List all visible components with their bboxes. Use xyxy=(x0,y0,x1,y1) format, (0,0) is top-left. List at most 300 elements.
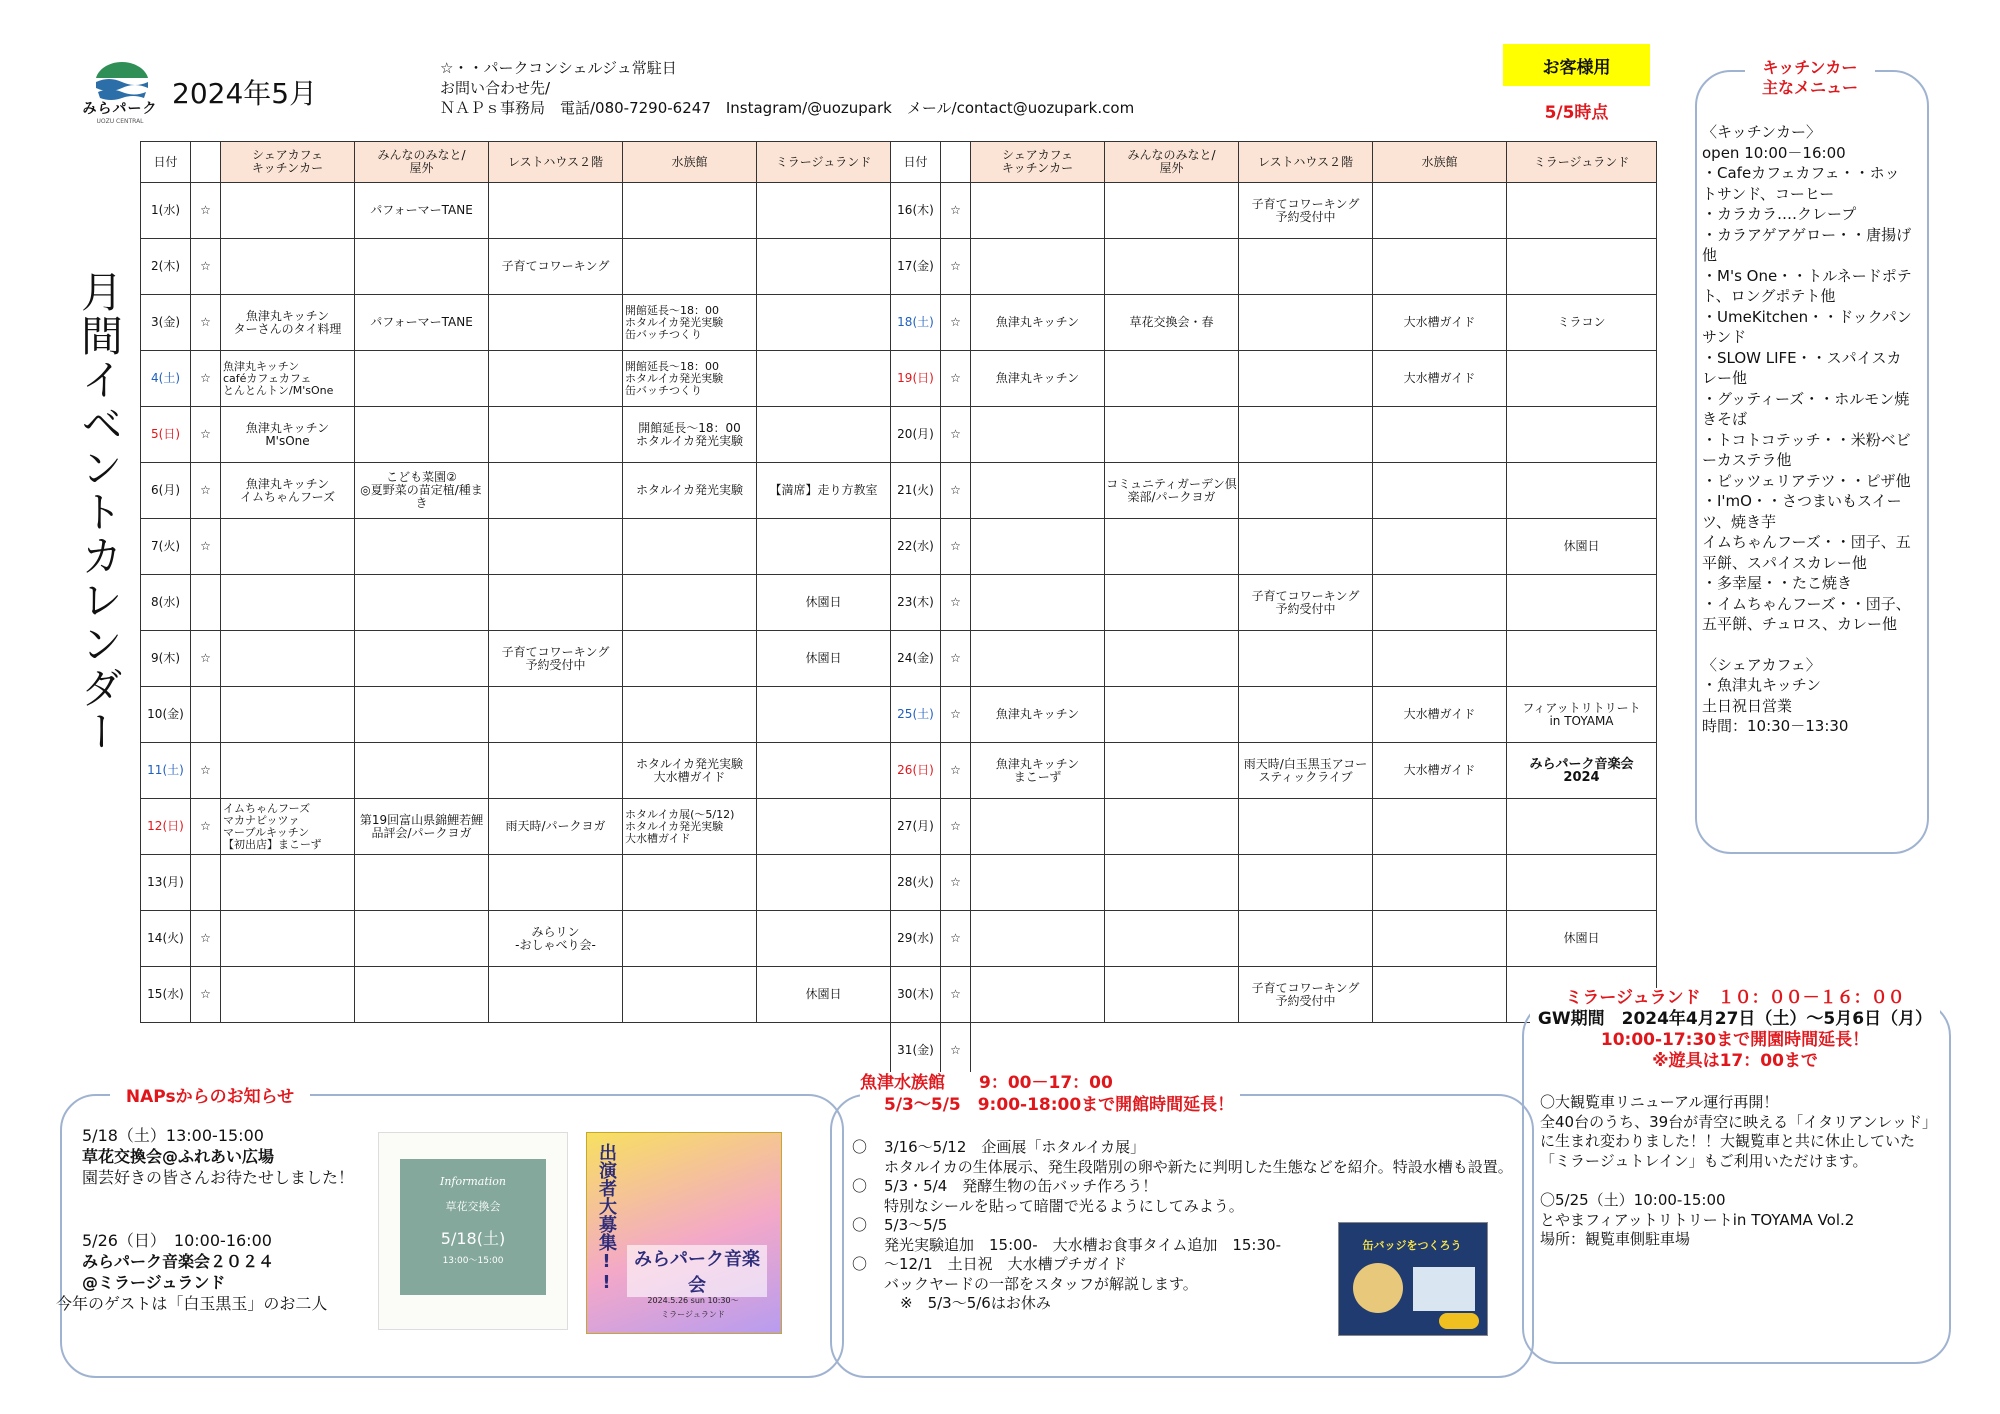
mirage-line: 場所：観覧車側駐車場 xyxy=(1540,1230,1691,1248)
menu-line: ・カラカラ‥‥クレープ xyxy=(1702,205,1857,223)
event-cell xyxy=(623,575,757,631)
mirage-line: とやまフィアットリトリートin TOYAMA Vol.2 xyxy=(1540,1210,1855,1229)
event-cell xyxy=(489,407,623,463)
event-cell: ミラコン xyxy=(1507,295,1657,351)
event-cell xyxy=(971,407,1105,463)
empty-cell xyxy=(971,1023,1105,1079)
event-cell xyxy=(1105,519,1239,575)
event-cell: 子育てコワーキング 予約受付中 xyxy=(489,631,623,687)
event-cell xyxy=(355,239,489,295)
empty-cell xyxy=(489,1023,623,1079)
date-cell: 17(金) xyxy=(891,239,941,295)
event-cell xyxy=(355,575,489,631)
menu-line: ・トコトコテッチ・・米粉ベビーカステラ他 xyxy=(1702,430,1911,469)
event-cell xyxy=(971,575,1105,631)
event-cell xyxy=(1105,351,1239,407)
empty-cell xyxy=(1105,1023,1239,1079)
event-cell: 大水槽ガイド xyxy=(1373,743,1507,799)
event-cell: 子育てコワーキング 予約受付中 xyxy=(1239,575,1373,631)
event-cell xyxy=(757,239,891,295)
event-cell xyxy=(355,631,489,687)
event-cell: ホタルイカ発光実験 大水槽ガイド xyxy=(623,743,757,799)
event-cell xyxy=(1507,239,1657,295)
calendar-row xyxy=(141,855,1657,911)
mirage-gw: GW期間 2024年4月27日（土）～5月6日（月） xyxy=(1537,1009,1933,1029)
event-cell xyxy=(1507,351,1657,407)
menu-line: open 10:00－16:00 xyxy=(1702,143,1846,162)
event-cell: 魚津丸キッチン M'sOne xyxy=(221,407,355,463)
event-cell xyxy=(221,575,355,631)
poster-date: 2024.5.26 sun 10:30～ xyxy=(647,1296,739,1305)
event-cell: 大水槽ガイド xyxy=(1373,351,1507,407)
audience-badge: お客様用 xyxy=(1503,44,1650,86)
concierge-star: ☆ xyxy=(941,687,971,743)
flower-exchange-flyer xyxy=(378,1132,568,1330)
event-cell xyxy=(489,295,623,351)
event-cell xyxy=(355,687,489,743)
event-cell xyxy=(1239,407,1373,463)
item-mark: 〇 xyxy=(852,1177,868,1195)
event-cell xyxy=(623,519,757,575)
event-cell xyxy=(489,743,623,799)
event-cell xyxy=(1373,407,1507,463)
menu-line: 土日祝日営業 xyxy=(1702,696,1793,715)
date-cell: 18(土) xyxy=(891,295,941,351)
logo-text: みらパーク xyxy=(82,101,158,117)
header-aquarium: 水族館 xyxy=(623,142,757,183)
event-cell xyxy=(355,351,489,407)
event-cell xyxy=(489,687,623,743)
music-festival-poster xyxy=(586,1132,782,1334)
event-cell xyxy=(1239,631,1373,687)
date-cell: 23(木) xyxy=(891,575,941,631)
event-cell xyxy=(971,799,1105,855)
logo-subtext: UOZU CENTRAL xyxy=(96,118,144,125)
menu-line: ・グッティーズ・・ホルモン焼きそば xyxy=(1702,389,1910,428)
event-cell xyxy=(1373,631,1507,687)
event-cell: 大水槽ガイド xyxy=(1373,295,1507,351)
event-cell: 休園日 xyxy=(757,967,891,1023)
event-cell xyxy=(757,519,891,575)
item-head: 5/3・5/4 発酵生物の缶バッチ作ろう！ xyxy=(884,1177,1158,1195)
event-cell: 雨天時/白玉黒玉アコースティックライブ xyxy=(1239,743,1373,799)
event-cell: 魚津丸キッチン まこーず xyxy=(971,743,1105,799)
event-cell: フィアットリトリート in TOYAMA xyxy=(1507,687,1657,743)
event-cell xyxy=(1239,519,1373,575)
naps-line: 今年のゲストは「白玉黒玉」のお二人 xyxy=(56,1294,328,1313)
concierge-star: ☆ xyxy=(191,463,221,519)
naps-line xyxy=(82,1188,382,1230)
concierge-star: ☆ xyxy=(941,743,971,799)
header-minato: みんなのみなと/ 屋外 xyxy=(355,142,489,183)
event-cell xyxy=(355,519,489,575)
calendar-header-row xyxy=(141,142,1657,183)
event-cell xyxy=(623,687,757,743)
event-cell xyxy=(1373,799,1507,855)
menu-line: イムちゃんフーズ・・団子、五平餅、スパイスカレー他 xyxy=(1702,533,1911,572)
event-cell: 休園日 xyxy=(1507,911,1657,967)
concierge-star: ☆ xyxy=(191,519,221,575)
item-mark: 〇 xyxy=(852,1138,868,1156)
naps-line: みらパーク音楽会２０２４ xyxy=(82,1252,275,1271)
event-cell xyxy=(757,183,891,239)
event-cell xyxy=(623,631,757,687)
menu-line: 〈シェアカフェ〉 xyxy=(1702,655,1821,674)
event-cell xyxy=(971,519,1105,575)
item-body: 発光実験追加 15:00- 大水槽お食事タイム追加 15:30- xyxy=(884,1235,1281,1254)
event-cell xyxy=(1239,911,1373,967)
empty-cell xyxy=(623,1023,757,1079)
date-cell: 20(月) xyxy=(891,407,941,463)
contact-info xyxy=(440,58,1134,118)
logo-mark-icon xyxy=(88,60,156,102)
calendar-row xyxy=(141,575,1657,631)
concierge-star: ☆ xyxy=(191,351,221,407)
empty-cell xyxy=(355,1023,489,1079)
empty-cell xyxy=(191,1023,221,1079)
concierge-star: ☆ xyxy=(191,967,221,1023)
concierge-star: ☆ xyxy=(941,351,971,407)
info-line: お問い合わせ先/ xyxy=(440,79,551,97)
date-cell: 26(日) xyxy=(891,743,941,799)
event-cell: 休園日 xyxy=(1507,519,1657,575)
naps-title: NAPsからのお知らせ xyxy=(110,1082,310,1107)
calendar-row xyxy=(141,799,1657,855)
flyer-heading: Information xyxy=(439,1175,507,1188)
poster-place: ミラージュランド xyxy=(661,1310,725,1319)
event-cell xyxy=(1105,407,1239,463)
date-cell: 28(火) xyxy=(891,855,941,911)
event-cell: 魚津丸キッチン xyxy=(971,295,1105,351)
flyer-time: 13:00～15:00 xyxy=(442,1256,504,1266)
event-cell: イムちゃんフーズ マカナピッツァ マーブルキッチン 【初出店】まこーず xyxy=(221,799,355,855)
date-cell: 1(水) xyxy=(141,183,191,239)
mirage-line: 全40台のうち、39台が青空に映える「イタリアンレッド」に生まれ変わりました！！大観覧車と共に休止していた「ミラージュトレイン」もご利用いただけます。 xyxy=(1540,1112,1938,1170)
concierge-star: ☆ xyxy=(191,911,221,967)
date-cell: 3(金) xyxy=(141,295,191,351)
event-cell xyxy=(623,183,757,239)
event-cell xyxy=(1105,575,1239,631)
event-cell xyxy=(623,967,757,1023)
event-cell xyxy=(1105,911,1239,967)
header-date: 日付 xyxy=(141,142,191,183)
event-cell: みらパーク音楽会 2024 xyxy=(1507,743,1657,799)
concierge-star xyxy=(191,575,221,631)
menu-line: ・Cafeカフェカフェ・・ホットサンド、コーヒー xyxy=(1702,164,1900,203)
aquarium-note: ※ 5/3～5/6はお休み xyxy=(900,1294,1051,1312)
concierge-star: ☆ xyxy=(191,631,221,687)
calendar-row xyxy=(141,463,1657,519)
event-cell xyxy=(1373,183,1507,239)
concierge-star: ☆ xyxy=(941,1023,971,1079)
header-mirage: ミラージュランド xyxy=(757,142,891,183)
concierge-star: ☆ xyxy=(941,519,971,575)
event-cell xyxy=(1373,519,1507,575)
date-cell: 2(木) xyxy=(141,239,191,295)
event-cell xyxy=(971,463,1105,519)
empty-cell xyxy=(1239,1023,1373,1079)
date-cell: 9(木) xyxy=(141,631,191,687)
calendar-row xyxy=(141,911,1657,967)
naps-line: 園芸好きの皆さんお待たせしました！ xyxy=(82,1168,355,1187)
concierge-star: ☆ xyxy=(191,239,221,295)
aquarium-item xyxy=(852,1138,1522,1158)
item-body: 特別なシールを貼って暗闇で光るようにしてみよう。 xyxy=(884,1196,1244,1215)
event-cell: 子育てコワーキング 予約受付中 xyxy=(1239,183,1373,239)
event-cell xyxy=(757,687,891,743)
event-cell xyxy=(355,743,489,799)
date-cell: 25(土) xyxy=(891,687,941,743)
naps-line: @ミラージュランド xyxy=(82,1273,226,1292)
concierge-star: ☆ xyxy=(941,575,971,631)
event-cell xyxy=(221,519,355,575)
concierge-star: ☆ xyxy=(941,183,971,239)
flyer-date: 5/18(土) xyxy=(440,1229,506,1248)
menu-line: 〈キッチンカー〉 xyxy=(1702,123,1821,141)
event-cell xyxy=(757,743,891,799)
event-cell: コミュニティガーデン倶楽部/パークヨガ xyxy=(1105,463,1239,519)
item-head: 3/16～5/12 企画展「ホタルイカ展」 xyxy=(884,1138,1146,1156)
event-cell xyxy=(355,967,489,1023)
event-cell xyxy=(971,967,1105,1023)
event-cell xyxy=(489,183,623,239)
event-cell: こども菜園② ◎夏野菜の苗定植/種まき xyxy=(355,463,489,519)
event-cell: 魚津丸キッチン ターさんのタイ料理 xyxy=(221,295,355,351)
event-cell xyxy=(489,855,623,911)
date-cell: 7(火) xyxy=(141,519,191,575)
concierge-star xyxy=(191,687,221,743)
event-cell xyxy=(623,911,757,967)
event-cell xyxy=(489,575,623,631)
event-cell xyxy=(757,351,891,407)
event-cell xyxy=(1105,631,1239,687)
mirage-title xyxy=(1530,988,1940,1072)
event-cell xyxy=(1105,183,1239,239)
header-minato: みんなのみなと/ 屋外 xyxy=(1105,142,1239,183)
mirage-line: 〇大観覧車リニューアル運行再開！ xyxy=(1540,1093,1779,1111)
concierge-star: ☆ xyxy=(941,463,971,519)
naps-line: 5/26（日） 10:00-16:00 xyxy=(82,1231,272,1250)
poster-title: みらパーク音楽会 xyxy=(627,1245,767,1297)
event-cell xyxy=(489,351,623,407)
menu-line: ・SLOW LIFE・・スパイスカレー他 xyxy=(1702,348,1902,387)
poster-head: 出演者大募集!! xyxy=(596,1143,617,1293)
event-cell xyxy=(221,743,355,799)
event-cell xyxy=(355,407,489,463)
event-cell xyxy=(971,631,1105,687)
concierge-star: ☆ xyxy=(191,799,221,855)
date-cell: 16(木) xyxy=(891,183,941,239)
event-cell xyxy=(971,239,1105,295)
event-cell xyxy=(1239,799,1373,855)
header-mirage: ミラージュランド xyxy=(1507,142,1657,183)
event-cell xyxy=(1105,239,1239,295)
event-cell xyxy=(757,911,891,967)
menu-line: ・M's One・・トルネードポテト、ロングポテト他 xyxy=(1702,266,1912,305)
as-of-date: 5/5時点 xyxy=(1544,103,1609,123)
concierge-star: ☆ xyxy=(191,407,221,463)
item-body: バックヤードの一部をスタッフが解説します。 xyxy=(884,1274,1198,1293)
event-cell xyxy=(489,463,623,519)
event-cell xyxy=(623,855,757,911)
event-cell xyxy=(1239,295,1373,351)
concierge-star: ☆ xyxy=(941,295,971,351)
menu-line: ・魚津丸キッチン xyxy=(1702,676,1821,694)
aquarium-item xyxy=(852,1177,1522,1197)
event-cell xyxy=(1507,855,1657,911)
date-cell: 13(月) xyxy=(141,855,191,911)
date-cell: 21(火) xyxy=(891,463,941,519)
event-cell: パフォーマーTANE xyxy=(355,295,489,351)
item-head: 5/3～5/5 xyxy=(884,1216,948,1234)
mirage-hours: ミラージュランド １０：００－１６：００ xyxy=(1565,988,1905,1008)
event-cell: 大水槽ガイド xyxy=(1373,687,1507,743)
event-cell xyxy=(1373,575,1507,631)
event-calendar xyxy=(140,141,1657,1079)
empty-cell xyxy=(1373,1023,1507,1079)
item-mark: 〇 xyxy=(852,1255,868,1273)
header-star xyxy=(191,142,221,183)
event-cell xyxy=(757,855,891,911)
event-cell xyxy=(1507,631,1657,687)
menu-line: ・イムちゃんフーズ・・団子、五平餅、チュロス、カレー他 xyxy=(1702,594,1911,633)
event-cell xyxy=(355,911,489,967)
header-aquarium: 水族館 xyxy=(1373,142,1507,183)
event-cell xyxy=(757,407,891,463)
mirage-line: 〇5/25（土）10:00-15:00 xyxy=(1540,1191,1726,1209)
date-cell: 14(火) xyxy=(141,911,191,967)
event-cell: 草花交換会・春 xyxy=(1105,295,1239,351)
info-line: ＮＡＰｓ事務局 電話/080-7290-6247 Instagram/@uozupark メール/contact@uozupark.com xyxy=(440,99,1135,117)
menu-line: ・I'mO・・さつまいもスイーツ、焼き芋 xyxy=(1702,492,1902,531)
aquarium-title xyxy=(860,1072,1240,1116)
event-cell xyxy=(1239,351,1373,407)
date-cell: 22(水) xyxy=(891,519,941,575)
event-cell xyxy=(971,911,1105,967)
date-cell: 12(日) xyxy=(141,799,191,855)
date-cell: 24(金) xyxy=(891,631,941,687)
concierge-star: ☆ xyxy=(191,183,221,239)
naps-line: 草花交換会@ふれあい広場 xyxy=(82,1147,275,1166)
event-cell xyxy=(221,967,355,1023)
date-cell: 8(水) xyxy=(141,575,191,631)
menu-line: ・UmeKitchen・・ドックパンサンド xyxy=(1702,307,1912,346)
event-cell: パフォーマーTANE xyxy=(355,183,489,239)
date-cell: 11(土) xyxy=(141,743,191,799)
date-cell: 30(木) xyxy=(891,967,941,1023)
event-cell xyxy=(1239,239,1373,295)
naps-line: 5/18（土）13:00-15:00 xyxy=(82,1126,264,1145)
date-cell: 10(金) xyxy=(141,687,191,743)
event-cell xyxy=(1507,463,1657,519)
event-cell: ホタルイカ展(～5/12) ホタルイカ発光実験 大水槽ガイド xyxy=(623,799,757,855)
calendar-row xyxy=(141,351,1657,407)
info-line: ☆・・パークコンシェルジュ常駐日 xyxy=(440,59,677,77)
event-cell: 魚津丸キッチン イムちゃんフーズ xyxy=(221,463,355,519)
aquarium-extension: 5/3～5/5 9:00-18:00まで開館時間延長！ xyxy=(884,1095,1235,1115)
event-cell xyxy=(221,239,355,295)
event-cell xyxy=(1105,799,1239,855)
event-cell xyxy=(1373,239,1507,295)
header-cafe: シェアカフェ キッチンカー xyxy=(221,142,355,183)
event-cell xyxy=(1105,855,1239,911)
event-cell: みらリン -おしゃべり会- xyxy=(489,911,623,967)
event-cell: 魚津丸キッチン caféカフェカフェ とんとんトン/M'sOne xyxy=(221,351,355,407)
event-cell xyxy=(757,799,891,855)
concierge-star: ☆ xyxy=(941,631,971,687)
item-mark: 〇 xyxy=(852,1216,868,1234)
event-cell xyxy=(757,295,891,351)
naps-text xyxy=(56,1125,382,1314)
concierge-star: ☆ xyxy=(941,967,971,1023)
header-star xyxy=(941,142,971,183)
flyer-label: 缶バッジをつくろう xyxy=(1362,1239,1462,1252)
date-cell: 4(土) xyxy=(141,351,191,407)
concierge-star: ☆ xyxy=(941,799,971,855)
event-cell xyxy=(1239,463,1373,519)
event-cell xyxy=(1373,911,1507,967)
event-cell xyxy=(1373,967,1507,1023)
event-cell: 雨天時/パークヨガ xyxy=(489,799,623,855)
event-cell xyxy=(1507,575,1657,631)
date-cell: 29(水) xyxy=(891,911,941,967)
event-cell: 開館延長～18：00 ホタルイカ発光実験 缶バッチつくり xyxy=(623,351,757,407)
calendar-row xyxy=(141,183,1657,239)
aquarium-hours: 魚津水族館 9：00－17：00 xyxy=(860,1073,1113,1093)
event-cell: 開館延長～18：00 ホタルイカ発光実験 xyxy=(623,407,757,463)
event-cell xyxy=(221,911,355,967)
date-cell: 19(日) xyxy=(891,351,941,407)
event-cell xyxy=(489,967,623,1023)
calendar-row xyxy=(141,519,1657,575)
event-cell: 開館延長～18：00 ホタルイカ発光実験 缶バッチつくり xyxy=(623,295,757,351)
menu-line: ・多幸屋・・たこ焼き xyxy=(1702,574,1853,592)
header-resthouse: レストハウス２階 xyxy=(1239,142,1373,183)
event-cell: ホタルイカ発光実験 xyxy=(623,463,757,519)
event-cell xyxy=(221,687,355,743)
event-cell xyxy=(1239,855,1373,911)
concierge-star: ☆ xyxy=(941,239,971,295)
date-cell: 27(月) xyxy=(891,799,941,855)
concierge-star xyxy=(191,855,221,911)
event-cell xyxy=(1105,687,1239,743)
concierge-star: ☆ xyxy=(941,855,971,911)
header-date: 日付 xyxy=(891,142,941,183)
event-cell: 魚津丸キッチン xyxy=(971,351,1105,407)
kitchen-menu-title: キッチンカー 主なメニュー xyxy=(1745,58,1875,98)
date-cell: 15(水) xyxy=(141,967,191,1023)
mirage-rides: ※遊具は17：00まで xyxy=(1652,1051,1818,1071)
event-cell xyxy=(489,519,623,575)
date-cell: 6(月) xyxy=(141,463,191,519)
event-cell xyxy=(1105,967,1239,1023)
event-cell xyxy=(971,183,1105,239)
concierge-star: ☆ xyxy=(191,295,221,351)
event-cell: 休園日 xyxy=(757,631,891,687)
event-cell xyxy=(1105,743,1239,799)
event-cell: 第19回富山県錦鯉若鯉品評会/パークヨガ xyxy=(355,799,489,855)
event-cell xyxy=(221,855,355,911)
mirage-text xyxy=(1540,1093,1940,1250)
event-cell xyxy=(1373,855,1507,911)
concierge-star: ☆ xyxy=(941,407,971,463)
calendar-row xyxy=(141,407,1657,463)
menu-line: 時間：10:30－13:30 xyxy=(1702,717,1849,735)
header-resthouse: レストハウス２階 xyxy=(489,142,623,183)
empty-cell xyxy=(757,1023,891,1079)
calendar-row xyxy=(141,743,1657,799)
menu-line: ・ピッツェリアテツ・・ピザ他 xyxy=(1702,471,1911,490)
